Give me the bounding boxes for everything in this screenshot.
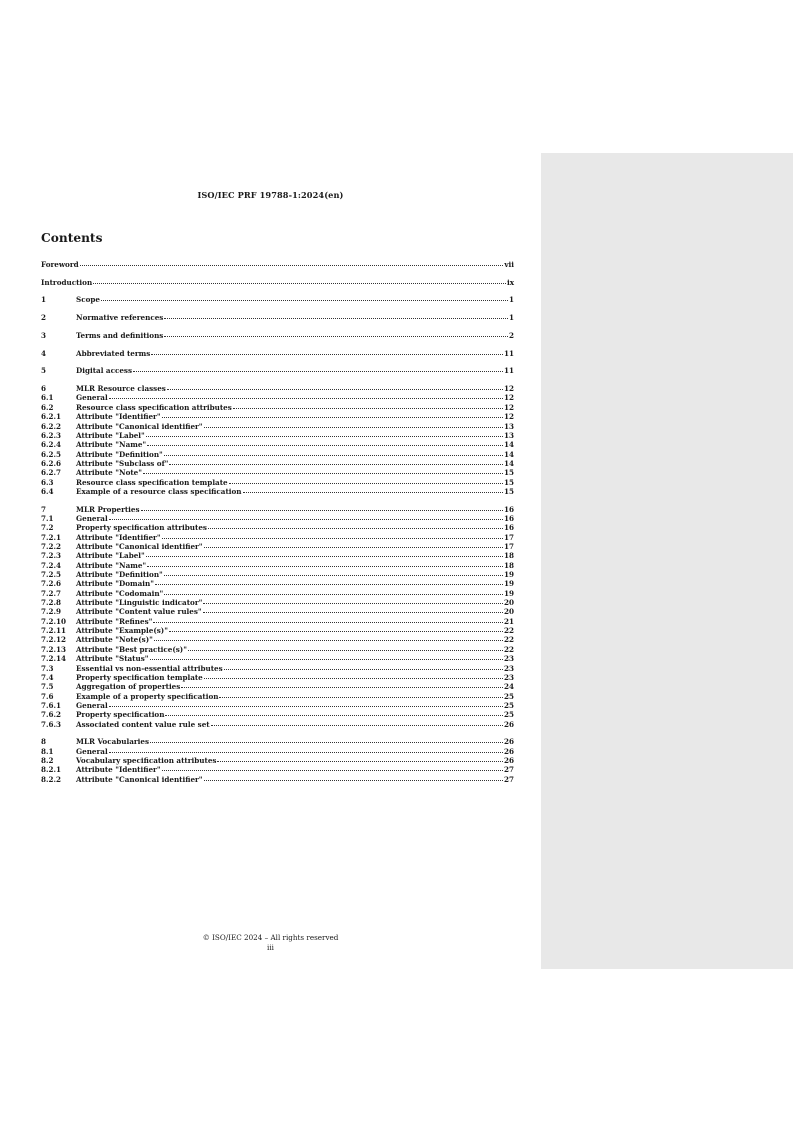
toc-entry-number: 7	[41, 504, 47, 514]
toc-entry-number: 6.2.2	[41, 421, 62, 431]
toc-leader-dots	[204, 427, 503, 428]
toc-entry[interactable]	[41, 607, 514, 616]
toc-entry[interactable]	[41, 673, 514, 682]
toc-entry-page: 17	[503, 542, 514, 552]
toc-entry[interactable]	[41, 514, 514, 523]
toc-entry-number: 8.2	[41, 755, 54, 765]
toc-entry-page: 16	[503, 514, 514, 523]
toc-entry[interactable]	[41, 737, 514, 746]
toc-entry-number: 6.1	[41, 393, 54, 403]
toc-leader-dots	[224, 669, 503, 670]
toc-leader-dots	[150, 742, 503, 743]
toc-entry-number: 7.2.7	[41, 588, 62, 598]
toc-entry-page: 11	[503, 366, 514, 376]
toc-entry-page: 26	[503, 719, 514, 729]
toc-entry-number: 6.2.6	[41, 458, 62, 468]
toc-entry-number: 7.1	[41, 514, 54, 523]
toc-entry-page: 16	[503, 504, 514, 514]
toc-entry-page: 22	[503, 626, 514, 636]
toc-leader-dots	[109, 398, 503, 399]
toc-entry-title: General	[76, 393, 108, 403]
toc-leader-dots	[147, 445, 503, 446]
toc-entry[interactable]	[41, 393, 514, 402]
toc-entry-number: 7.6	[41, 691, 54, 701]
toc-entry-page: 14	[503, 458, 514, 468]
toc-entry-page: 13	[503, 430, 514, 440]
toc-entry-number: 7.2.12	[41, 635, 67, 645]
toc-entry-number: 7.6.2	[41, 710, 62, 720]
toc-entry-page: 26	[503, 737, 514, 747]
toc-leader-dots	[146, 556, 503, 557]
toc-entry-title: Attribute "Content value rules"	[76, 607, 202, 617]
toc-entry[interactable]	[41, 561, 514, 570]
toc-entry-title: MLR Resource classes	[76, 384, 166, 394]
toc-entry[interactable]	[41, 747, 514, 756]
toc-leader-dots	[229, 483, 503, 484]
toc-entry-number: 8	[41, 737, 47, 747]
toc-entry-number: 6.2.1	[41, 412, 62, 422]
toc-leader-dots	[164, 455, 503, 456]
toc-entry-number: 7.2.14	[41, 654, 67, 664]
toc-entry-title: Attribute "Label"	[76, 551, 145, 561]
toc-entry-title: Aggregation of properties	[76, 682, 181, 692]
toc-entry-number: 7.2	[41, 523, 54, 533]
toc-entry-number: 8.2.2	[41, 774, 62, 784]
toc-entry[interactable]	[41, 331, 514, 340]
toc-entry[interactable]	[41, 626, 514, 635]
toc-entry[interactable]	[41, 384, 514, 393]
toc-entry-title: Scope	[76, 295, 100, 305]
toc-leader-dots	[109, 752, 503, 753]
toc-leader-dots	[203, 603, 503, 604]
toc-entry-page: 22	[503, 635, 514, 645]
toc-entry-title: General	[76, 514, 108, 523]
toc-entry-title: Attribute "Identifier"	[76, 412, 161, 422]
toc-entry[interactable]	[41, 459, 514, 468]
toc-leader-dots	[164, 594, 503, 595]
toc-entry-page: 12	[503, 384, 514, 394]
toc-entry-page: 11	[503, 348, 514, 358]
toc-entry-title: Attribute "Identifier"	[76, 765, 161, 775]
toc-entry-page: 27	[503, 765, 514, 775]
toc-leader-dots	[217, 761, 503, 762]
toc-leader-dots	[93, 283, 506, 284]
toc-entry[interactable]	[41, 635, 514, 644]
toc-entry-title: General	[76, 700, 108, 710]
toc-entry[interactable]	[41, 692, 514, 701]
toc-entry[interactable]	[41, 701, 514, 710]
toc-entry-page: 23	[503, 672, 514, 682]
toc-leader-dots	[133, 371, 503, 372]
toc-entry-number: 2	[41, 313, 47, 323]
toc-entry[interactable]	[41, 682, 514, 691]
toc-leader-dots	[154, 640, 503, 641]
toc-entry-title: Attribute "Codomain"	[76, 588, 164, 598]
toc-entry[interactable]	[41, 654, 514, 663]
toc-entry-page: 23	[503, 654, 514, 664]
toc-entry[interactable]	[41, 313, 514, 322]
toc-leader-dots	[243, 492, 503, 493]
table-of-contents	[41, 260, 514, 784]
toc-entry-title: Essential vs non-essential attributes	[76, 663, 223, 673]
toc-entry-page: 25	[503, 691, 514, 701]
toc-entry[interactable]	[41, 664, 514, 673]
toc-entry-title: Digital access	[76, 366, 133, 376]
toc-entry[interactable]	[41, 645, 514, 654]
toc-entry-title: Attribute "Definition"	[76, 449, 163, 459]
toc-entry[interactable]	[41, 278, 514, 287]
toc-leader-dots	[143, 473, 503, 474]
toc-leader-dots	[141, 510, 503, 511]
toc-entry[interactable]	[41, 450, 514, 459]
toc-entry-title: Attribute "Canonical identifier"	[76, 421, 203, 431]
toc-entry[interactable]	[41, 775, 514, 784]
toc-entry-number: 7.3	[41, 663, 54, 673]
toc-entry[interactable]	[41, 542, 514, 551]
toc-entry-number: 7.2.8	[41, 598, 62, 608]
toc-entry-number: 8.2.1	[41, 765, 62, 775]
toc-entry-page: 15	[503, 486, 514, 496]
toc-leader-dots	[165, 715, 503, 716]
toc-entry[interactable]	[41, 440, 514, 449]
toc-entry-number: 7.6.1	[41, 700, 62, 710]
toc-entry-title: Introduction	[41, 277, 93, 287]
toc-entry[interactable]	[41, 589, 514, 598]
toc-leader-dots	[204, 780, 503, 781]
toc-entry-page: 15	[503, 477, 514, 487]
toc-entry-title: Attribute "Status"	[76, 654, 149, 664]
toc-entry-number: 6	[41, 384, 47, 394]
toc-entry-page: 18	[503, 551, 514, 561]
toc-entry[interactable]	[41, 617, 514, 626]
toc-entry-title: Attribute "Domain"	[76, 579, 154, 589]
toc-entry[interactable]	[41, 533, 514, 542]
toc-leader-dots	[153, 622, 503, 623]
document-header: ISO/IEC PRF 19788-1:2024(en)	[197, 190, 344, 200]
toc-entry-title: Attribute "Definition"	[76, 570, 163, 580]
toc-leader-dots	[146, 436, 503, 437]
toc-entry-number: 6.2.4	[41, 440, 62, 450]
toc-entry-title: Attribute "Refines"	[76, 616, 153, 626]
toc-leader-dots	[219, 697, 503, 698]
toc-entry-page: 12	[503, 412, 514, 422]
toc-entry-title: MLR Vocabularies	[76, 737, 150, 747]
toc-entry-number: 7.2.3	[41, 551, 62, 561]
toc-entry-page: 17	[503, 532, 514, 542]
toc-entry-page: 1	[508, 313, 514, 323]
toc-entry-page: 19	[503, 570, 514, 580]
toc-entry[interactable]	[41, 431, 514, 440]
toc-entry-title: Terms and definitions	[76, 330, 164, 340]
toc-entry-number: 6.2.5	[41, 449, 62, 459]
toc-entry-title: Resource class specification template	[76, 477, 228, 487]
toc-entry-title: Attribute "Linguistic indicator"	[76, 598, 203, 608]
toc-entry-page: vii	[504, 260, 514, 269]
toc-entry-page: 23	[503, 663, 514, 673]
toc-leader-dots	[101, 300, 508, 301]
toc-leader-dots	[155, 584, 503, 585]
toc-entry-title: Associated content value rule set	[76, 719, 210, 729]
toc-entry-page: 14	[503, 440, 514, 450]
toc-entry-number: 7.2.1	[41, 532, 62, 542]
toc-entry[interactable]	[41, 720, 514, 729]
toc-entry[interactable]	[41, 422, 514, 431]
toc-entry-page: 1	[508, 295, 514, 305]
toc-entry-title: Property specification	[76, 710, 165, 720]
toc-entry-number: 8.1	[41, 746, 54, 756]
toc-leader-dots	[164, 336, 508, 337]
toc-leader-dots	[162, 538, 503, 539]
toc-leader-dots	[169, 631, 503, 632]
copyright-notice: © ISO/IEC 2024 – All rights reserved	[202, 933, 339, 942]
toc-entry-number: 7.2.6	[41, 579, 62, 589]
toc-entry-title: Attribute "Name"	[76, 560, 147, 570]
toc-entry-number: 7.2.5	[41, 570, 62, 580]
toc-entry-page: 25	[503, 700, 514, 710]
toc-entry-title: Attribute "Canonical identifier"	[76, 542, 203, 552]
toc-leader-dots	[211, 725, 503, 726]
toc-entry[interactable]	[41, 403, 514, 412]
toc-leader-dots	[208, 528, 503, 529]
toc-leader-dots	[203, 612, 503, 613]
toc-entry-number: 6.4	[41, 486, 54, 496]
toc-entry-title: Attribute "Note(s)"	[76, 635, 153, 645]
toc-entry-title: Resource class specification attributes	[76, 402, 232, 412]
toc-entry[interactable]	[41, 505, 514, 514]
toc-entry[interactable]	[41, 412, 514, 421]
toc-leader-dots	[80, 265, 504, 266]
toc-entry-page: 12	[503, 393, 514, 403]
toc-entry-title: Attribute "Label"	[76, 430, 145, 440]
toc-entry-page: ix	[506, 277, 514, 287]
toc-leader-dots	[151, 354, 503, 355]
comment-pane	[541, 153, 793, 969]
toc-entry-title: Example of a property specification	[76, 691, 219, 701]
toc-leader-dots	[167, 389, 503, 390]
contents-title: Contents	[41, 231, 103, 245]
page-footer	[0, 933, 541, 953]
toc-entry-title: MLR Properties	[76, 504, 140, 514]
toc-entry-number: 1	[41, 295, 47, 305]
toc-leader-dots	[204, 547, 503, 548]
toc-entry-title: Vocabulary specification attributes	[76, 755, 217, 765]
toc-entry-number: 7.5	[41, 682, 54, 692]
toc-leader-dots	[233, 408, 503, 409]
toc-entry-number: 6.2.7	[41, 468, 62, 478]
toc-entry-page: 21	[503, 616, 514, 626]
toc-entry-page: 20	[503, 598, 514, 608]
toc-entry[interactable]	[41, 487, 514, 496]
toc-entry-page: 15	[503, 468, 514, 478]
toc-entry-title: Example of a resource class specification	[76, 486, 242, 496]
toc-entry[interactable]	[41, 756, 514, 765]
page-number: iii	[267, 943, 274, 952]
toc-leader-dots	[150, 659, 503, 660]
toc-entry-title: Attribute "Canonical identifier"	[76, 774, 203, 784]
toc-entry[interactable]	[41, 260, 514, 269]
toc-entry[interactable]	[41, 366, 514, 375]
toc-entry-number: 4	[41, 348, 47, 358]
toc-leader-dots	[188, 650, 503, 651]
toc-entry-number: 7.2.2	[41, 542, 62, 552]
toc-entry-title: Attribute "Identifier"	[76, 532, 161, 542]
toc-entry-number: 6.2.3	[41, 430, 62, 440]
toc-entry-page: 25	[503, 710, 514, 720]
toc-entry[interactable]	[41, 710, 514, 719]
toc-entry-title: Attribute "Example(s)"	[76, 626, 168, 636]
toc-entry[interactable]	[41, 468, 514, 477]
toc-entry-number: 5	[41, 366, 47, 376]
toc-entry[interactable]	[41, 478, 514, 487]
toc-entry-title: Attribute "Best practice(s)"	[76, 644, 187, 654]
toc-entry[interactable]	[41, 765, 514, 774]
toc-entry-page: 20	[503, 607, 514, 617]
toc-leader-dots	[164, 318, 508, 319]
toc-entry-number: 7.2.9	[41, 607, 62, 617]
toc-entry-page: 19	[503, 588, 514, 598]
toc-entry-number: 7.2.13	[41, 644, 67, 654]
toc-entry-number: 3	[41, 330, 47, 340]
toc-entry[interactable]	[41, 551, 514, 560]
toc-entry-page: 12	[503, 402, 514, 412]
toc-entry-page: 14	[503, 449, 514, 459]
toc-entry-title: Property specification attributes	[76, 523, 207, 533]
toc-entry[interactable]	[41, 570, 514, 579]
toc-entry-title: Property specification template	[76, 672, 203, 682]
toc-leader-dots	[147, 566, 503, 567]
toc-leader-dots	[169, 464, 503, 465]
toc-entry-number: 7.2.10	[41, 616, 67, 626]
toc-entry-title: Abbreviated terms	[76, 348, 151, 358]
toc-entry-title: Attribute "Name"	[76, 440, 147, 450]
toc-entry-page: 26	[503, 746, 514, 756]
toc-entry-page: 27	[503, 774, 514, 784]
toc-entry[interactable]	[41, 349, 514, 358]
toc-entry-number: 7.6.3	[41, 719, 62, 729]
toc-entry-page: 19	[503, 579, 514, 589]
toc-leader-dots	[162, 770, 503, 771]
toc-leader-dots	[204, 678, 503, 679]
toc-entry-page: 26	[503, 755, 514, 765]
toc-leader-dots	[181, 687, 503, 688]
toc-entry-number: 6.3	[41, 477, 54, 487]
toc-entry-page: 22	[503, 644, 514, 654]
toc-entry-number: 6.2	[41, 402, 54, 412]
toc-entry-number: 7.4	[41, 672, 54, 682]
toc-entry-title: Attribute "Note"	[76, 468, 142, 478]
toc-entry[interactable]	[41, 598, 514, 607]
toc-entry[interactable]	[41, 523, 514, 532]
toc-entry-title: Normative references	[76, 313, 164, 323]
toc-entry-title: Attribute "Subclass of"	[76, 458, 169, 468]
toc-entry-title: Foreword	[41, 260, 79, 269]
toc-entry-page: 13	[503, 421, 514, 431]
toc-leader-dots	[162, 417, 503, 418]
toc-entry-title: General	[76, 746, 108, 756]
toc-leader-dots	[164, 575, 503, 576]
toc-entry-number: 7.2.4	[41, 560, 62, 570]
toc-leader-dots	[109, 706, 503, 707]
toc-entry-page: 24	[503, 682, 514, 692]
toc-leader-dots	[109, 519, 503, 520]
toc-entry-page: 16	[503, 523, 514, 533]
toc-entry[interactable]	[41, 579, 514, 588]
toc-entry-number: 7.2.11	[41, 626, 67, 636]
toc-entry[interactable]	[41, 295, 514, 304]
toc-entry-page: 2	[508, 330, 514, 340]
toc-entry-page: 18	[503, 560, 514, 570]
